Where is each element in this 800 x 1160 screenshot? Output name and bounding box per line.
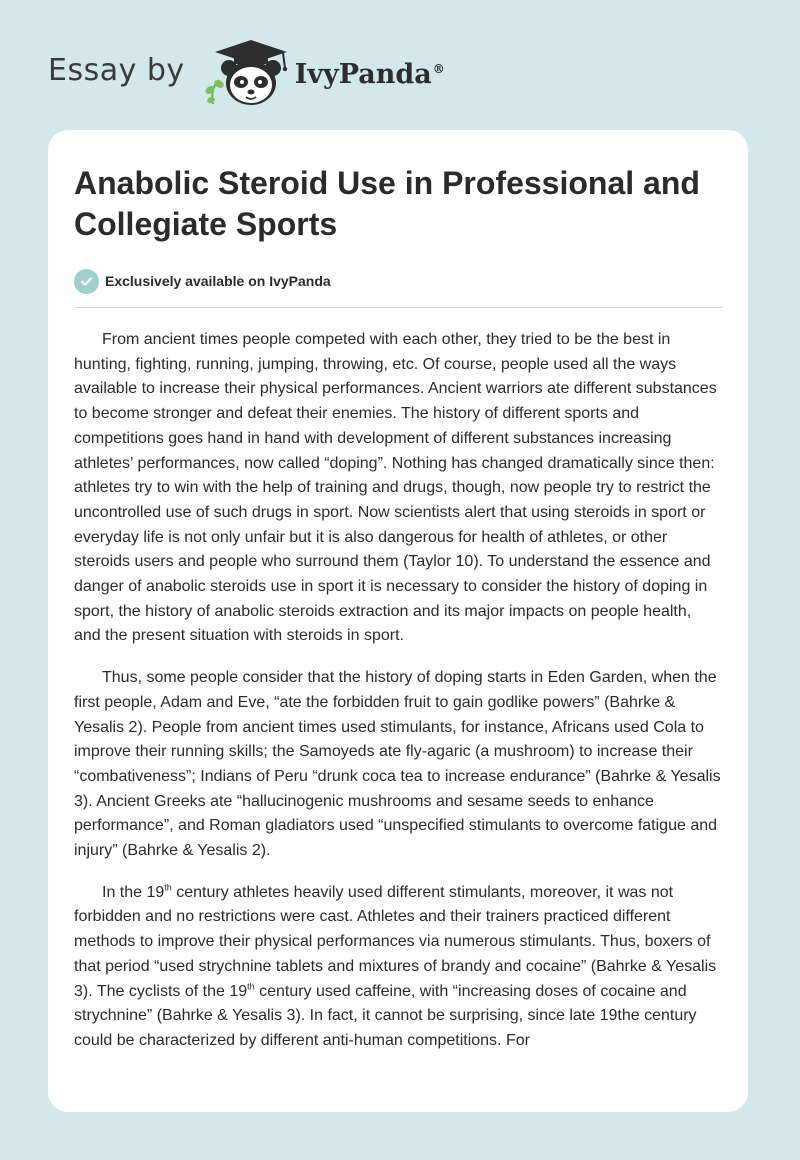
essay-card <box>48 130 748 1112</box>
paragraph-2: Thus, some people consider that the history of doping starts in Eden Garden, when the first people, Adam and Eve, “ate the forbidden fruit to gain godlike powers” (Bahrke & Yesalis 2). People from ancient times used stimulants, for instance, Africans used Cola to improve their running skills; the Samoyeds ate fly-agaric (a mushroom) to increase their “combativeness”; Indians of Peru “drunk coca tea to increase endurance” (Bahrke & Yesalis 3). Ancient Greeks ate “hallucinogenic mushrooms and sesame seeds to enhance performance”, and Roman gladiators used “unspecified stimulants to overcome fatigue and injury” (Bahrke & Yesalis 2). <box>74 669 721 860</box>
panda-graduate-icon <box>199 38 291 108</box>
brand-name: IvyPanda® <box>294 58 445 90</box>
site-brand[interactable] <box>48 38 445 108</box>
check-icon <box>74 269 99 294</box>
exclusive-badge <box>74 267 722 295</box>
paragraph-3: In the 19th century athletes heavily used different stimulants, moreover, it was not forbidden and no restrictions were cast. Athletes and their trainers practiced different methods to improve their physical performances via numerous stimulants. Thus, boxers of that period “used strychnine tablets and mixtures of brandy and cocaine” (Bahrke & Yesalis 3). The cyclists of the 19th century used caffeine, with “increasing doses of cocaine and strychnine” (Bahrke & Yesalis 3). In fact, it cannot be surprising, since late 19the century could be characterized by different anti-human competitions. For <box>74 882 717 1049</box>
brand-prefix: Essay by <box>48 52 185 88</box>
divider <box>74 307 722 308</box>
badge-label: Exclusively available on IvyPanda <box>105 273 331 289</box>
paragraph-1: From ancient times people competed with each other, they tried to be the best in hunting, fighting, running, jumping, throwing, etc. Of course, people used all the ways available to increase their physical performances. Ancient warriors ate different substances to become stronger and defeat their enemies. The history of different sports and competitions goes hand in hand with development of different substances increasing athletes’ performances, now called “doping”. Nothing has changed dramatically since then: athletes try to win with the help of training and drugs, though, now people try to restrict the uncontrolled use of such drugs in sport. Now scientists alert that using steroids in sport or everyday life is not only unfair but it is also dangerous for health of athletes, or other steroids users and people who surround them (Taylor 10). To understand the essence and danger of anabolic steroids use in sport it is necessary to consider the history of doping in sport, the history of anabolic steroids extraction and its major impacts on people health, and the present situation with steroids in sport. <box>74 331 717 645</box>
essay-title: Anabolic Steroid Use in Professional and Collegiate Sports <box>74 165 700 242</box>
